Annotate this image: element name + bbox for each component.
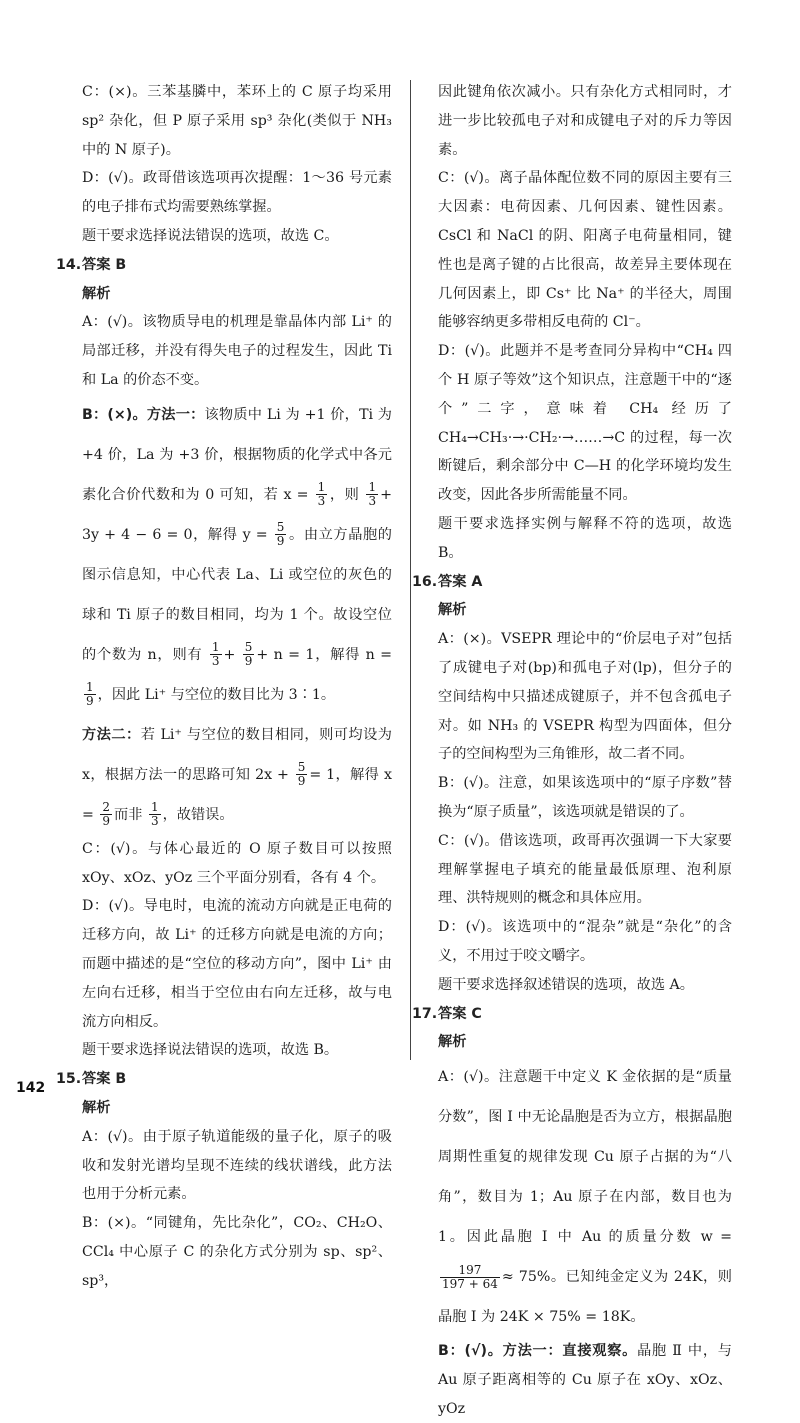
q16-option-d: D：(√)。该选项中的“混杂”就是“杂化”的含义，不用过于咬文嚼字。 [438,919,732,964]
q15-analysis-heading: 解析 [82,1099,111,1116]
q15-option-d: D：(√)。此题并不是考查同分异构中“CH₄ 四个 H 原子等效”这个知识点，注意题干中的“逐个”二字，意味着 CH₄ 经历了 CH₄→CH₃·→·CH₂·→……→C 的过程，每一次断键后，剩余部分中 C—H 的化学环境均发生改变，因此各步所需能量不同。 [438,343,732,504]
q14-m2-text-1: 若 Li⁺ 与空位的数目相同，则可均设为 x，根据方法一的思路可知 2x + [82,726,392,783]
frac-numerator: 5 [276,520,285,535]
q15-option-c: C：(√)。离子晶体配位数不同的原因主要有三大因素：电荷因素、几何因素、键性因素。CsCl 和 NaCl 的阴、阳离子电荷量相同，键性也是离子键的占比很高，故差异主要体现在几何因素上，即 Cs⁺ 比 Na⁺ 的半径大，周围能够容纳更多带相反电荷的 Cl⁻。 [438,170,732,331]
q14-number: 14. [56,256,82,273]
q15-number: 15. [56,1071,82,1088]
q17-a-text-1: A：(√)。注意题干中定义 K 金依据的是“质量分数”，图 Ⅰ 中无论晶胞是否为立方，根据晶胞周期性重复的规律发现 Cu 原子占据的为“八角”，数目为 1；Au 原子在内部，数目也为 1。因此晶胞 Ⅰ 中 Au 的质量分数 w = [438,1069,732,1246]
q17-b-label: B：(√)。方法一：直接观察。 [438,1343,638,1360]
q13-option-d: D：(√)。政哥借该选项再次提醒：1～36 号元素的电子排布式均需要熟练掌握。 [82,170,392,216]
frac-numerator: 197 [440,1264,500,1278]
frac-numerator: 1 [86,680,94,695]
q14-answer: 答案 B [82,256,127,273]
q14-option-b [82,395,392,715]
frac-denominator: 3 [211,654,220,669]
q14-b-text-4: 。由立方晶胞的图示信息知，中心代表 La、Li 或空位的灰色的球和 Ti 原子的数目相同，均为 1 个。故设空位的个数为 n，则有 [82,526,392,663]
q16-option-a: A：(×)。VSEPR 理论中的“价层电子对”包括了成键电子对(bp)和孤电子对(lp)，但分子的空间结构中只描述成键原子，并不包含孤电子对。如 NH₃ 的 VSEPR 构型为四面体，但分子的空间构型为三角锥形，故二者不同。 [438,631,732,763]
q17-answer: 答案 C [438,1005,482,1022]
q14-m2-text-4: ，故错误。 [162,806,234,823]
q15-answer: 答案 B [82,1071,127,1088]
frac-numerator: 2 [102,800,111,815]
q14-b-text-6: + n = 1，解得 n = [256,646,393,663]
q16-option-b: B：(√)。注意，如果该选项中的“原子序数”替换为“原子质量”，该选项就是错误的了。 [438,775,732,820]
fraction-1-3 [210,641,222,668]
q14-conclusion: 题干要求选择说法错误的选项，故选 B。 [82,1042,339,1059]
frac-denominator: 3 [368,494,377,509]
frac-denominator: 9 [244,654,253,669]
q14-m2-label: 方法二： [82,726,141,743]
frac-denominator: 3 [317,494,326,509]
q14-analysis-heading: 解析 [82,285,111,302]
fraction-1-3 [149,801,161,828]
q17-a-text-2: ≈ 75%。已知纯金定义为 24K，则晶胞 Ⅰ 为 24K × 75% = 18K。 [438,1269,732,1326]
q17-number: 17. [412,1005,438,1022]
q14-answer-line [56,251,392,280]
frac-numerator: 1 [150,800,159,815]
fraction-1-9 [84,681,96,708]
q17-answer-line [412,1000,732,1029]
frac-denominator: 9 [297,774,306,789]
q14-b-text-5: + [223,646,236,663]
q17-b-text: 晶胞 Ⅱ 中，与 Au 原子距离相等的 Cu 原子在 xOy、xOz、yOz [438,1343,732,1417]
page-number: 142 [16,1080,46,1096]
q13-option-c: C：(×)。三苯基膦中，苯环上的 C 原子均采用 sp² 杂化，但 P 原子采用 sp³ 杂化(类似于 NH₃ 中的 N 原子)。 [82,84,392,158]
q17-option-b [438,1337,732,1423]
q14-m2-text-3: 而非 [114,806,143,823]
q15-option-b-continued: 因此键角依次减小。只有杂化方式相同时，才进一步比较孤电子对和成键电子对的斥力等因素。 [438,84,732,158]
q17-option-a [438,1057,732,1337]
fraction-gold-mass [440,1264,500,1291]
fraction-5-9 [275,521,287,548]
q15-option-a: A：(√)。由于原子轨道能级的量子化，原子的吸收和发射光谱均呈现不连续的线状谱线，此方法也用于分析元素。 [82,1128,392,1203]
q14-b-label: B：(×)。方法一： [82,406,205,423]
q14-b-text-3: + 3y + 4 − 6 = 0，解得 y = [82,486,392,543]
q16-answer-line [412,568,732,597]
q16-option-c: C：(√)。借该选项，政哥再次强调一下大家要理解掌握电子填充的能量最低原理、泡利原理、洪特规则的概念和具体应用。 [438,832,732,907]
frac-denominator: 9 [276,534,285,549]
q14-option-c: C：(√)。与体心最近的 O 原子数目可以按照 xOy、xOz、yOz 三个平面分别看，各有 4 个。 [82,840,392,886]
q14-b-text-1: 该物质中 Li 为 +1 价，Ti 为 +4 价，La 为 +3 价，根据物质的化学式中各元素化合价代数和为 0 可知，若 x = [82,406,392,503]
frac-denominator: 9 [86,694,94,709]
q16-answer: 答案 A [438,573,483,590]
q14-b-text-2: ，则 [329,486,360,503]
q14-option-a: A：(√)。该物质导电的机理是靠晶体内部 Li⁺ 的局部迁移，并没有得失电子的过程发生，因此 Ti 和 La 的价态不变。 [82,314,392,388]
fraction-2-9 [100,801,112,828]
fraction-5-9 [296,761,308,788]
left-column [56,78,393,1296]
frac-numerator: 1 [211,640,220,655]
q16-number: 16. [412,573,438,590]
q15-option-b: B：(×)。“同键角，先比杂化”，CO₂、CH₂O、CCl₄ 中心原子 C 的杂化方式分别为 sp、sp²、sp³， [82,1215,392,1289]
q14-option-d: D：(√)。导电时，电流的流动方向就是正电荷的迁移方向，故 Li⁺ 的迁移方向就是电流的方向；而题中描述的是“空位的移动方向”，图中 Li⁺ 由左向右迁移，相当于空位由右向左迁移，故与电流方向相反。 [82,898,392,1030]
fraction-1-3 [366,481,378,508]
frac-numerator: 1 [317,480,326,495]
fraction-1-3 [316,481,328,508]
q15-answer-line [56,1065,392,1094]
q17-analysis-heading: 解析 [438,1034,467,1051]
fraction-5-9 [243,641,255,668]
frac-numerator: 5 [244,640,253,655]
q16-analysis-heading: 解析 [438,602,467,619]
frac-denominator: 3 [150,814,159,829]
q15-conclusion: 题干要求选择实例与解释不符的选项，故选 B。 [438,515,732,561]
frac-denominator: 9 [102,814,111,829]
q14-m2-text-2: = 1，解得 x = [82,766,393,823]
frac-numerator: 5 [297,760,306,775]
frac-numerator: 1 [368,480,377,495]
right-column [412,78,732,1423]
q14-method-two [82,715,392,835]
q13-conclusion: 题干要求选择说法错误的选项，故选 C。 [82,227,339,244]
column-divider [410,80,411,1060]
q14-b-text-7: ，因此 Li⁺ 与空位的数目比为 3∶1。 [97,686,336,703]
q16-conclusion: 题干要求选择叙述错误的选项，故选 A。 [438,976,694,993]
frac-denominator: 197 + 64 [442,1276,498,1291]
